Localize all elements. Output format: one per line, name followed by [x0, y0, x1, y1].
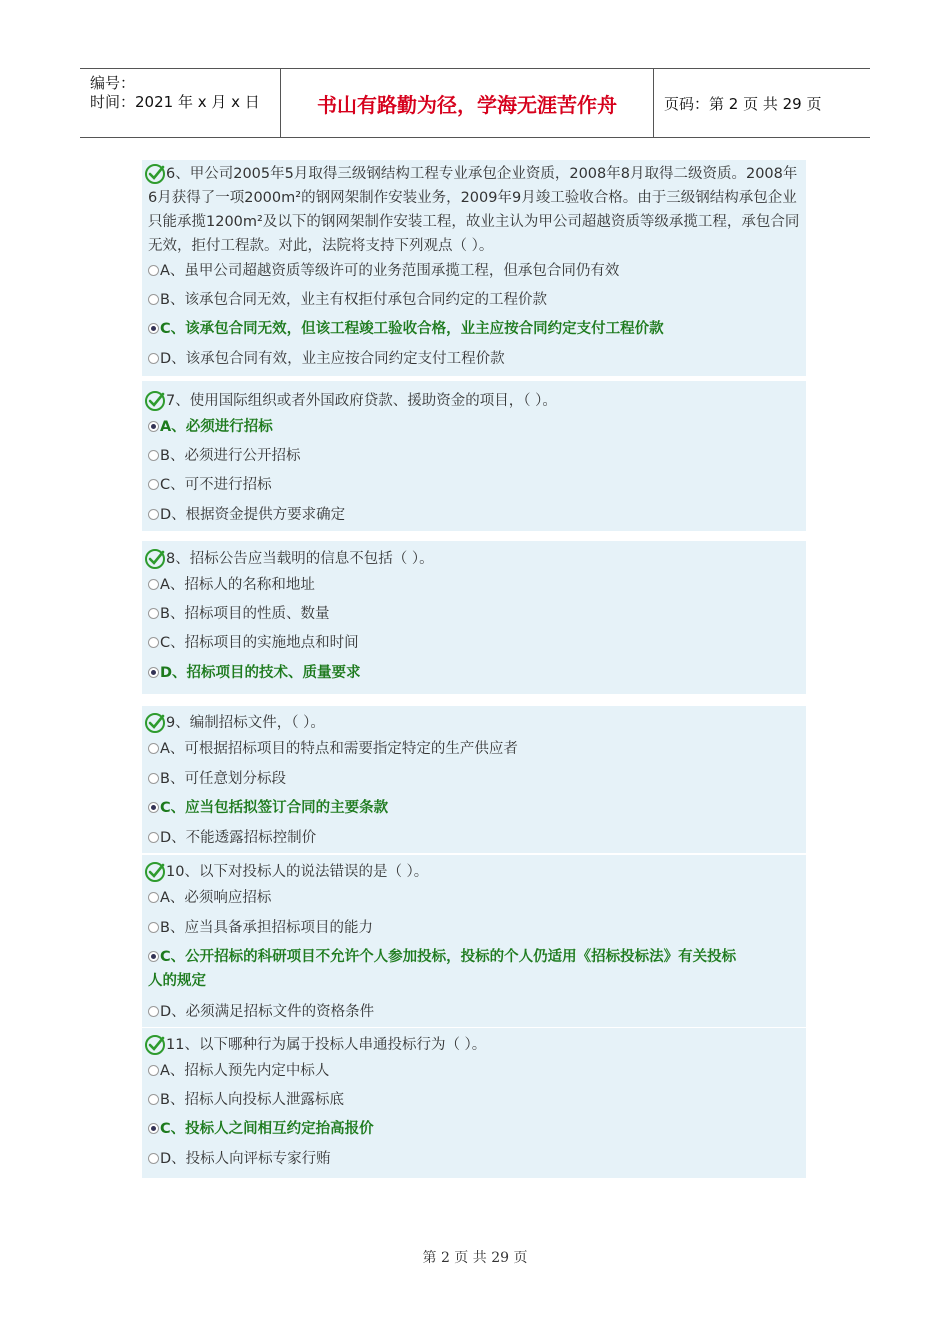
answer-option[interactable] [148, 348, 505, 370]
answer-option[interactable] [148, 416, 273, 438]
answer-option[interactable] [148, 1118, 374, 1140]
radio-icon[interactable] [148, 1006, 159, 1017]
question-block [142, 160, 806, 376]
answer-option[interactable] [148, 1089, 344, 1111]
question-block [142, 541, 806, 694]
answer-option[interactable] [148, 738, 518, 760]
answer-option[interactable] [148, 474, 272, 496]
question-text: 6、甲公司2005年5月取得三级钢结构工程专业承包企业资质，2008年8月取得二级资质。2008年 [166, 166, 798, 182]
answer-option-label: C、可不进行招标 [160, 477, 272, 493]
time-label: 时间：2021 年 x 月 x 日 [90, 93, 260, 111]
answer-option-label: D、招标项目的技术、质量要求 [160, 665, 361, 681]
question-block [142, 381, 806, 531]
check-icon [144, 390, 166, 412]
radio-icon[interactable] [148, 1123, 159, 1134]
answer-option-label: C、该承包合同无效，但该工程竣工验收合格，业主应按合同约定支付工程价款 [160, 321, 664, 337]
radio-icon[interactable] [148, 579, 159, 590]
question-text: 6月获得了一项2000m²的钢网架制作安装业务，2009年9月竣工验收合格。由于三级钢结构承包企业 [148, 190, 797, 206]
answer-option-label: D、根据资金提供方要求确定 [160, 507, 346, 523]
answer-option-label: A、可根据招标项目的特点和需要指定特定的生产供应者 [160, 741, 518, 757]
radio-icon[interactable] [148, 637, 159, 648]
answer-option[interactable] [148, 260, 619, 282]
radio-icon[interactable] [148, 773, 159, 784]
radio-icon[interactable] [148, 802, 159, 813]
radio-icon[interactable] [148, 479, 159, 490]
radio-icon[interactable] [148, 265, 159, 276]
answer-option-label: D、必须满足招标文件的资格条件 [160, 1004, 375, 1020]
radio-icon[interactable] [148, 743, 159, 754]
answer-option-label: B、该承包合同无效，业主有权拒付承包合同约定的工程价款 [160, 292, 547, 308]
answer-option[interactable] [148, 662, 361, 684]
answer-option-label: A、虽甲公司超越资质等级许可的业务范围承揽工程，但承包合同仍有效 [160, 263, 620, 279]
answer-option-label: B、可任意划分标段 [160, 771, 286, 787]
answer-option-label: C、公开招标的科研项目不允许个人参加投标，投标的个人仍适用《招标投标法》有关投标 [160, 949, 737, 965]
radio-icon[interactable] [148, 1153, 159, 1164]
answer-option-label: B、必须进行公开招标 [160, 448, 301, 464]
answer-option[interactable] [148, 797, 388, 819]
check-icon [144, 1034, 166, 1056]
answer-option[interactable] [148, 632, 359, 654]
answer-option[interactable] [148, 1001, 374, 1023]
answer-option-label: C、应当包括拟签订合同的主要条款 [160, 800, 389, 816]
answer-option[interactable] [148, 445, 300, 467]
answer-option-label: A、招标人的名称和地址 [160, 577, 315, 593]
question-text: 7、使用国际组织或者外国政府贷款、援助资金的项目，（ ）。 [166, 393, 557, 409]
code-label: 编号： [90, 74, 136, 92]
answer-option-label: B、招标人向投标人泄露标底 [160, 1092, 344, 1108]
check-icon [144, 861, 166, 883]
answer-option-label-continued: 人的规定 [148, 973, 206, 989]
radio-icon[interactable] [148, 353, 159, 364]
answer-option[interactable] [148, 946, 736, 968]
radio-icon[interactable] [148, 922, 159, 933]
answer-option[interactable] [148, 289, 547, 311]
question-text: 10、以下对投标人的说法错误的是（ ）。 [166, 864, 429, 880]
answer-option-label: C、投标人之间相互约定抬高报价 [160, 1121, 374, 1137]
radio-icon[interactable] [148, 1094, 159, 1105]
radio-icon[interactable] [148, 421, 159, 432]
answer-option-label: B、招标项目的性质、数量 [160, 606, 330, 622]
answer-option[interactable] [148, 318, 664, 340]
radio-icon[interactable] [148, 892, 159, 903]
answer-option[interactable] [148, 1060, 329, 1082]
answer-option-label: A、必须响应招标 [160, 890, 272, 906]
check-icon [144, 712, 166, 734]
page-footer: 第 2 页 共 29 页 [422, 1250, 528, 1266]
question-text: 9、编制招标文件，（ ）。 [166, 715, 325, 731]
answer-option[interactable] [148, 1148, 331, 1170]
answer-option-label: D、不能透露招标控制价 [160, 830, 317, 846]
answer-option[interactable] [148, 768, 286, 790]
radio-icon[interactable] [148, 608, 159, 619]
question-block [142, 855, 806, 1027]
radio-icon[interactable] [148, 509, 159, 520]
radio-icon[interactable] [148, 951, 159, 962]
answer-option-label: D、该承包合同有效，业主应按合同约定支付工程价款 [160, 351, 505, 367]
page-header [80, 68, 870, 138]
answer-option-label: A、招标人预先内定中标人 [160, 1063, 330, 1079]
question-text: 11、以下哪种行为属于投标人串通投标行为（ ）。 [166, 1037, 487, 1053]
radio-icon[interactable] [148, 1065, 159, 1076]
radio-icon[interactable] [148, 667, 159, 678]
radio-icon[interactable] [148, 450, 159, 461]
answer-option[interactable] [148, 917, 373, 939]
question-block [142, 706, 806, 853]
answer-option[interactable] [148, 887, 271, 909]
answer-option[interactable] [148, 574, 315, 596]
header-left-cell [80, 69, 281, 137]
check-icon [144, 548, 166, 570]
radio-icon[interactable] [148, 294, 159, 305]
answer-option[interactable] [148, 603, 329, 625]
page-info: 页码：第 2 页 共 29 页 [664, 94, 822, 113]
question-text: 只能承揽1200m²及以下的钢网架制作安装工程，故业主认为甲公司超越资质等级承揽工程，承包合同 [148, 214, 800, 230]
answer-option[interactable] [148, 504, 345, 526]
motto: 书山有路勤为径，学海无涯苦作舟 [281, 69, 654, 137]
radio-icon[interactable] [148, 323, 159, 334]
radio-icon[interactable] [148, 832, 159, 843]
answer-option-label: D、投标人向评标专家行贿 [160, 1151, 331, 1167]
answer-option-label: A、必须进行招标 [160, 419, 273, 435]
answer-option-label: B、应当具备承担招标项目的能力 [160, 920, 373, 936]
answer-option-label: C、招标项目的实施地点和时间 [160, 635, 359, 651]
question-text: 8、招标公告应当载明的信息不包括（ ）。 [166, 551, 434, 567]
check-icon [144, 163, 166, 185]
answer-option[interactable] [148, 827, 316, 849]
question-block [142, 1028, 806, 1178]
question-text: 无效，拒付工程款。对此，法院将支持下列观点（ ）。 [148, 238, 494, 254]
